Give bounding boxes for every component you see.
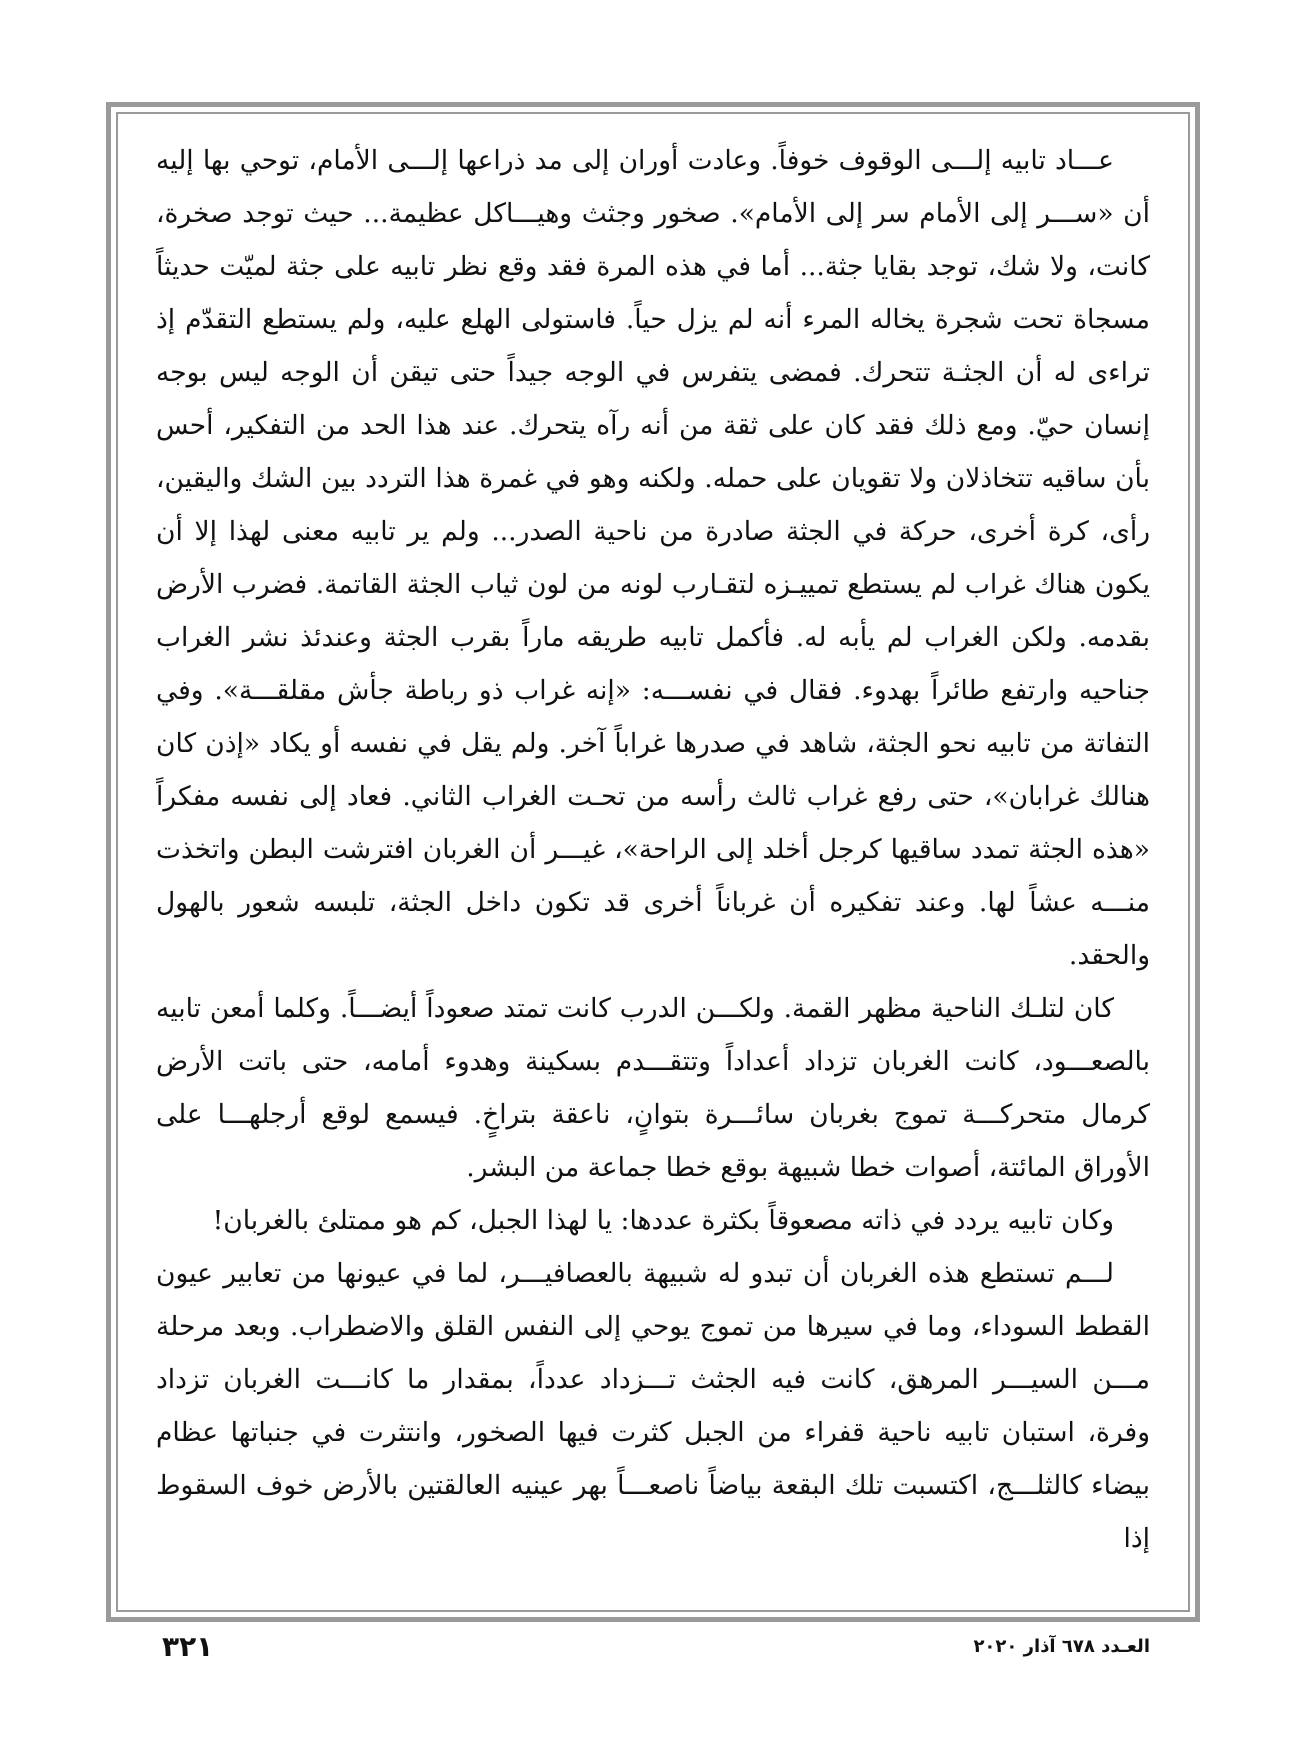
page-number: ٣٢١ bbox=[162, 1630, 214, 1663]
article-paragraph: وكان تابيه يردد في ذاته مصعوقاً بكثرة عددها: يا لهذا الجبل، كم هو ممتلئ بالغربان! bbox=[212, 1205, 1114, 1236]
article-paragraph: لـــم تستطع هذه الغربان أن تبدو له شبيهة بالعصافيـــر، لما في عيونها من تعابير عيون القطط السوداء، وما في سيرها من تموج يوحي إلى النفس القلق والاضطراب. وبعد مرحلة مـــن السيـــر المرهق، كانت فيه الجثث تـــزداد عدداً، بمقدار ما كانـــت الغربان تزداد وفرة، استبان تابيه ناحية قفراء من الجبل كثرت فيها الصخور، وانتثرت في جنباتها عظام بيضاء كالثلـــج، اكتسبت تلك البقعة بياضاً ناصعـــاً بهر عينيه العالقتين بالأرض خوف السقوط إذا bbox=[156, 1258, 1150, 1554]
article-body bbox=[156, 134, 1150, 1600]
article-paragraph: عـــاد تابيه إلـــى الوقوف خوفاً. وعادت أوران إلى مد ذراعها إلـــى الأمام، توحي بها إليه أن «ســـر إلى الأمام سر إلى الأمام». صخور وجثث وهيـــاكل عظيمة... حيث توجد صخرة، كانت، ولا شك، توجد بقايا جثة... أما في هذه المرة فقد وقع نظر تابيه على جثة لميّت حديثاً مسجاة تحت شجرة يخاله المرء أنه لم يزل حياً. فاستولى الهلع عليه، ولم يستطع التقدّم إذ تراءى له أن الجثـة تتحرك. فمضى يتفرس في الوجه جيداً حتى تيقن أن الوجه ليس بوجه إنسان حيّ. ومع ذلك فقد كان على ثقة من أنه رآه يتحرك. عند هذا الحد من التفكير، أحس بأن ساقيه تتخاذلان ولا تقويان على حمله. ولكنه وهو في غمرة هذا التردد بين الشك واليقين، رأى، كرة أخرى، حركة في الجثة صادرة من ناحية الصدر... ولم ير تابيه معنى لهذا إلا أن يكون هناك غراب لم يستطع تمييـزه لتقـارب لونه من لون ثياب الجثة القاتمة. فضرب الأرض بقدمه. ولكن الغراب لم يأبه له. فأكمل تابيه طريقه ماراً بقرب الجثة وعندئذ نشر الغراب جناحيه وارتفع طائراً بهدوء. فقال في نفســـه: «إنه غراب ذو رباطة جأش مقلقـــة». وفي التفاتة من تابيه نحو الجثة، شاهد في صدرها غراباً آخر. ولم يقل في نفسه أو يكاد «إذن كان هنالك غرابان»، حتى رفع غراب ثالث رأسه من تحـت الغراب الثاني. فعاد إلى نفسه مفكراً «هذه الجثة تمدد ساقيها كرجل أخلد إلى الراحة»، غيـــر أن الغربان افترشت البطن واتخذت منـــه عشاً لها. وعند تفكيره أن غرباناً أخرى قد تكون داخل الجثة، تلبسه شعور بالهول والحقد. bbox=[156, 145, 1150, 971]
article-paragraph: كان لتلـك الناحية مظهر القمة. ولكـــن الدرب كانت تمتد صعوداً أيضـــاً. وكلما أمعن تابيه بالصعـــود، كانت الغربان تزداد أعداداً وتتقـــدم بسكينة وهدوء أمامه، حتى باتت الأرض كرمال متحركـــة تموج بغربان سائـــرة بتوانٍ، ناعقة بتراخٍ. فيسمع لوقع أرجلهـــا على الأوراق المائتة، أصوات خطا شبيهة بوقع خطا جماعة من البشر. bbox=[156, 993, 1150, 1183]
issue-info: العـدد ٦٧٨ آذار ٢٠٢٠ bbox=[973, 1636, 1150, 1657]
